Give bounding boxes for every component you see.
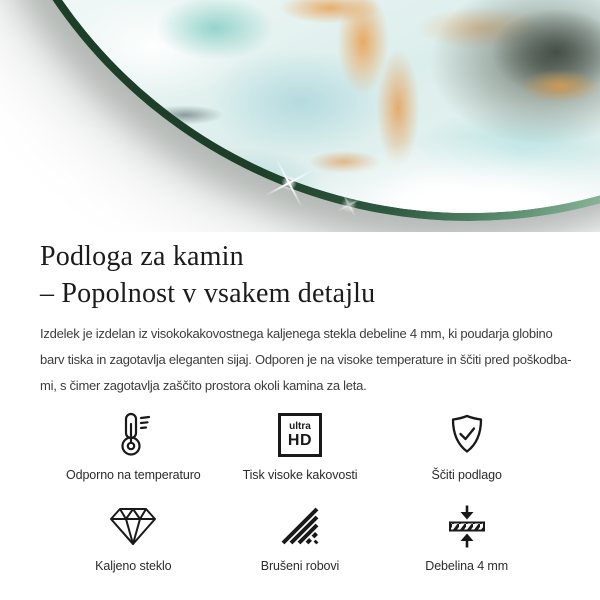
shield-check-icon	[445, 411, 489, 459]
description-line: Izdelek je izdelan iz visokokakovostnega kaljenega stekla debeline 4 mm, ki poudarja globino	[40, 326, 553, 341]
feature-label: Kaljeno steklo	[95, 559, 172, 573]
feature-label: Odporno na temperaturo	[65, 468, 201, 482]
feature-label: Ščiti podlago	[431, 468, 502, 482]
diamond-icon	[109, 502, 157, 550]
feature-item-thickness	[383, 502, 550, 573]
product-image	[0, 0, 600, 232]
product-description	[40, 321, 572, 399]
feature-item-polished-edges	[217, 502, 384, 573]
thickness-icon	[445, 502, 489, 550]
ultra-hd-text-bottom: HD	[287, 431, 313, 449]
description-line: mi, s čimer zagotavlja zaščito prostora okoli kamina za leta.	[40, 378, 367, 393]
feature-grid	[50, 411, 550, 573]
feature-item-print-quality	[217, 411, 384, 482]
beveled-edges-icon	[278, 502, 322, 550]
thermometer-icon	[114, 411, 152, 459]
page-title	[40, 238, 560, 312]
ultra-hd-text-top: ultra	[289, 420, 311, 432]
feature-label: Brušeni robovi	[260, 559, 340, 573]
title-line-2: – Popolnost v vsakem detajlu	[40, 278, 376, 309]
feature-label: Tisk visoke kakovosti	[242, 468, 358, 482]
feature-item-temperature	[50, 411, 217, 482]
description-line: barv tiska in zagotavlja eleganten sijaj. Odporen je na visoke temperature in ščiti pred poškodba-	[40, 352, 572, 367]
ultra-hd-icon	[278, 411, 322, 459]
title-line-1: Podloga za kamin	[40, 241, 244, 272]
feature-item-protection	[383, 411, 550, 482]
feature-label: Debelina 4 mm	[425, 559, 509, 573]
product-text-content	[0, 238, 600, 573]
feature-item-tempered-glass	[50, 502, 217, 573]
